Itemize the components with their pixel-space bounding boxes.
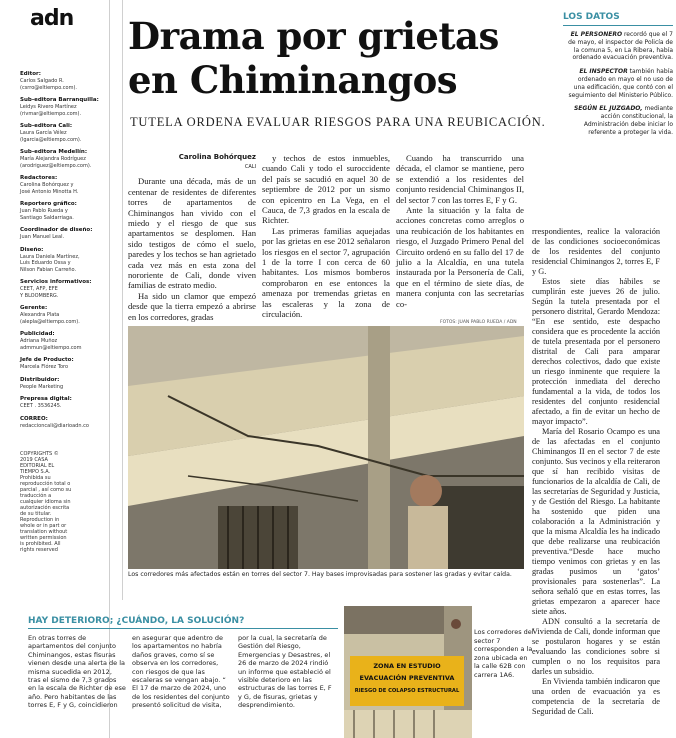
photo-credit: FOTOS: JUAN PABLO RUEDA / ADN <box>440 320 517 325</box>
staff-role: CORREO: <box>20 415 48 422</box>
article-paragraph: Ha sido un clamor que empezó desde que la tierra empezó a abrirse en los corredores, gradas <box>128 290 256 322</box>
staff-list <box>20 71 109 429</box>
staff-name: Nilson Fabian Carreño. <box>20 266 77 273</box>
article-paragraph: y techos de estos inmuebles, cuando Cali y todo el suroccidente del país se sacudió en aquel 30 de septiembre de 2012 por un sismo con epicentro en La Vega, en el Cauca, de 7,3 grados en la escala de Richter. <box>262 153 390 226</box>
staff-role: Redactores: <box>20 175 58 181</box>
headline-line-1: Drama por grietas <box>128 14 499 58</box>
staff-name: María Alejandra Rodríguez <box>20 156 86 162</box>
staff-name: Laura Daniela Martínez, <box>20 253 80 260</box>
sign-line-2: EVACUACIÓN PREVENTIVA <box>359 674 455 682</box>
staff-role: Gerente: <box>20 305 48 311</box>
staff-block <box>20 123 109 143</box>
data-item-text: recordó que el 7 de mayo, el inspector de Policía de la comuna 5, en La Ribera, había ordenado evacuación preventiva. <box>568 31 673 62</box>
staff-name: Carolina Bohórquez y <box>20 182 74 188</box>
staff-name: Luis Eduardo Ossa y <box>20 260 71 266</box>
staff-block <box>20 97 109 117</box>
staff-block <box>20 416 109 430</box>
box-column-1: En otras torres de apartamentos del conjunto Chiminangos, estas fisuras vienen desde una alerta de la misma sucedida en 2012, tras el sismo de 7,3 grados en la escala de Richter de ese año. Pero habitantes de las torres E, F y G, coincidieron <box>28 634 126 710</box>
staff-name: (lgarcia@eltiempo.com). <box>20 136 82 143</box>
staff-role: Servicios informativos: <box>20 279 92 285</box>
staff-role: Prepresa digital: <box>20 396 72 402</box>
warning-sign-illustration <box>344 606 472 738</box>
staff-name: Marcela Flórez Toro <box>20 364 69 370</box>
staff-name: Juan Manuel Leal. <box>20 234 65 240</box>
article-paragraph: Cuando ha transcurrido una década, el clamor se mantiene, pero se extendió a los residentes del conjunto residencial Chiminangos II, del sector 7 con las torres E, F y G. <box>396 153 524 205</box>
article-paragraph: rrespondientes, realice la valoración de las condiciones socioeconómicas de los residentes del conjunto residencial Chiminangos 2, torres E, F y G. <box>532 227 660 276</box>
main-photo <box>128 326 524 569</box>
staff-name: Santiago Saldarriaga. <box>20 214 74 221</box>
staff-block <box>20 71 109 91</box>
article-column-4 <box>532 227 660 717</box>
column-divider <box>122 0 123 600</box>
data-item <box>563 31 673 62</box>
corridor-photo-illustration <box>128 326 524 569</box>
article-paragraph: Ante la situación y la falta de acciones concretas como arreglos o una reubicación de los habitantes en riesgo, el Juzgado Primero Penal del Circuito ordenó en su fallo del 17 de julio a la Alcaldía, en una tutela instaurada por la Personería de Cali, que en el término de siete días, de manera conjunta con las secretarías co- <box>396 205 524 309</box>
byline-author: Carolina Bohórquez <box>178 153 256 161</box>
article-column-1 <box>128 153 256 322</box>
adn-logo: adn <box>30 6 74 31</box>
staff-role: Publicidad: <box>20 331 55 337</box>
staff-name: Carlos Salgado R. <box>20 78 64 84</box>
staff-name: Y BLOOMBERG. <box>20 292 59 299</box>
data-item-label: EL PERSONERO <box>570 31 623 38</box>
staff-role: Sub-editora Barranquilla: <box>20 97 99 103</box>
box-column-2: en asegurar que adentro de los apartamentos no habría daños graves, como sí se observa en los corredores, con riesgos de que las escaleras se vengan abajo. “ El 17 de marzo de 2024, uno de los residentes del conjunto presentó solicitud de visita, <box>132 634 230 710</box>
copyright-notice: COPYRIGHTS © 2019 CASA EDITORIAL EL TIEMPO S.A. Prohibida su reproducción total o parcial , así como su traducción a cualquier idioma sin autorización escrita de su titular. Reproduction in whole or in part or translation without written permission is prohibited. All rights reserved <box>20 451 72 553</box>
staff-name: CEET . 3536245. <box>20 403 62 409</box>
warning-sign-photo <box>344 606 472 738</box>
staff-block <box>20 201 109 221</box>
staff-block <box>20 247 109 274</box>
staff-block <box>20 357 109 371</box>
staff-name: redaccioncali@diarioadn.co <box>20 422 89 429</box>
article-column-3 <box>396 153 524 309</box>
staff-role: Distribuidor: <box>20 376 60 383</box>
staff-role: Sub-editora Medellín: <box>20 149 88 155</box>
photo-caption: Los corredores más afectados están en torres del sector 7. Hay bases improvisadas para sostener las gradas y evitar caída. <box>128 571 512 578</box>
staff-block <box>20 331 109 351</box>
box-title-rule <box>28 628 338 629</box>
headline-line-2: en Chiminangos <box>128 58 458 102</box>
article-paragraph: Estos siete días hábiles se cumplirán este jueves 26 de julio. Según la tutela presentada por el personero distrital, Gerardo Mendoza: “En ese sentido, este despacho considera que es procedente la acción de tutela presentada por el personero distrital de Cali para amparar derechos colectivos, dado que existe un riesgo inminente que requiere la protección inmediata del derecho fundamental a la vida, de todos los residentes del conjunto residencial afectado, a fin de evitar un hecho de mayor impacto”. <box>532 277 660 426</box>
byline-city: CALI <box>244 164 256 170</box>
staff-block <box>20 377 109 391</box>
staff-role: Jefe de Producto: <box>20 357 74 363</box>
article-paragraph: En Vivienda también indicaron que una orden de evacuación ya es competencia de la secretaría de Seguridad de Cali. <box>532 677 660 716</box>
article-paragraph: Durante una década, más de un centenar de residentes de diferentes torres de apartamentos de Chiminangos han vivido con el miedo y el riesgo de que sus apartamentos se desplomen. Han sido testigos de cómo el suelo, paredes y los techos se han agrietado cada vez más en esta zona del nororiente de Cali, donde viven familias de estrato medio. <box>128 176 256 291</box>
staff-block <box>20 175 109 195</box>
staff-name: (csrro@eltiempo.com). <box>20 84 77 91</box>
data-item-text: mediante acción constitucional, la Administración debe iniciar lo referente a proteger la vida. <box>583 105 673 136</box>
article-paragraph: María del Rosario Ocampo es una de las afectadas en el conjunto Chiminangos II en el sector 7 de este conjunto. Sus vecinos y ella reiteraron que sí han recibido visitas de funcionarios de la alcaldía de Cali, de las secretarías de Seguridad y Justicia, y de Gestión del Riesgo. La habitante ha sostenido que piden una colaboración a la Administración y que la misma Alcaldía les ha indicado que debe realizarse una reubicación preventiva.“Desde hace mucho tiempo venimos con grietas y en las gradas pusimos un ‘gatos’ provisionales para sostenerlas”. La señora señaló que en estas torres, las grietas empezaron a aparecer hace siete años. <box>532 427 660 616</box>
los-datos-sidebar <box>563 12 673 143</box>
staff-block <box>20 227 109 241</box>
article-column-2 <box>262 153 390 320</box>
staff-name: admmun@eltiempo.com <box>20 344 82 351</box>
staff-name: CEET, AFP, EFE <box>20 286 58 292</box>
staff-name: Adriana Muñoz <box>20 338 58 344</box>
staff-name: Laura García Vélez <box>20 130 67 136</box>
staff-role: Sub-editora Cali: <box>20 123 73 129</box>
staff-name: Leidys Rivero Martínez <box>20 104 77 110</box>
sign-line-3: RIESGO DE COLAPSO ESTRUCTURAL <box>354 688 460 694</box>
box-title: HAY DETERIORO; ¿CUÁNDO, LA SOLUCIÓN? <box>28 616 245 626</box>
staff-name: Alexandra Plata <box>20 312 60 318</box>
staff-block <box>20 149 109 169</box>
staff-block <box>20 305 109 325</box>
staff-block <box>20 279 109 299</box>
staff-role: Coordinador de diseño: <box>20 227 93 233</box>
staff-name: (alepla@eltiempo.com). <box>20 318 80 325</box>
staff-name: (rivmar@eltiempo.com). <box>20 110 82 117</box>
data-item <box>563 68 673 99</box>
staff-name: José Antonio Minotta H. <box>20 188 79 195</box>
staff-block <box>20 396 109 410</box>
staff-name: People Marketing <box>20 383 64 390</box>
data-item-label: SEGÚN EL JUZGADO, <box>573 105 643 113</box>
article-paragraph: ADN consultó a la secretaría de Vivienda de Cali, donde informan que se postularon hogares y se están evaluando las condiciones sobre si cumplen o no los requisitos para darles un subsidio. <box>532 617 660 676</box>
staff-role: Editor: <box>20 71 41 77</box>
data-item <box>563 105 673 136</box>
small-photo-caption: Los corredores del sector 7 corresponden a la zona ubicada en la calle 62B con carrera 1A6. <box>474 628 534 679</box>
staff-name: Juan Pablo Rueda y <box>20 208 68 214</box>
staff-role: Diseño: <box>20 246 44 253</box>
article-paragraph: Las primeras familias aquejadas por las grietas en ese 2012 señalaron los riesgos en el sector 7, agrupación 1 de la torre I con cerca de 60 habitantes. Los mismos bomberos comprobaron en ese entonces la amenaza por tremendas grietas en las escaleras y la zona de circulación. <box>262 225 390 320</box>
data-item-label: EL INSPECTOR <box>579 68 628 76</box>
box-column-3: por la cual, la secretaría de Gestión del Riesgo, Emergencias y Desastres, el 26 de marzo de 2024 rindió un informe que estableció el visible deterioro en las estructuras de las torres E, F y G, de fisuras, grietas y desprendimiento. <box>238 634 332 710</box>
data-item-text: también había ordenado en mayo el no uso de una edificación, que contó con el seguimiento del Ministerio Público. <box>568 68 673 99</box>
sidebar-title: LOS DATOS <box>563 12 673 26</box>
staff-name: (arodriguez@eltiempo.com). <box>20 162 92 169</box>
headline <box>128 14 548 102</box>
subheadline: TUTELA ORDENA EVALUAR RIESGOS PARA UNA REUBICACIÓN. <box>130 115 546 129</box>
sign-line-1: ZONA EN ESTUDIO <box>373 662 441 670</box>
staff-role: Reportero gráfico: <box>20 201 77 207</box>
